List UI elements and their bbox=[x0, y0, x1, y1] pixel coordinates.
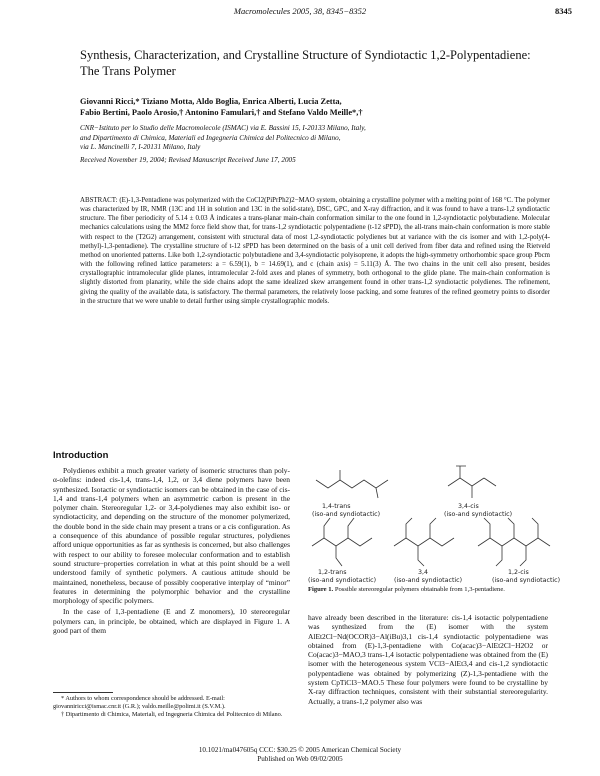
footnote-divider bbox=[53, 692, 113, 693]
figure-1-caption bbox=[308, 586, 568, 594]
abstract-text: (E)-1,3-Pentadiene was polymerized with the CoCl2(PiPrPh2)2−MAO system, obtaining a crystalline polymer with a melting point of 168 °C. The polymer was characterized by IR, NMR (13C and 1H in solution and 13C in the solid-state), DSC, GPC, and X-ray diffraction, and it was found to have a trans-1,2 syndiotactic structure. The fiber periodicity of 5.14 ± 0.03 Å indicates a trans-planar main-chain conformation similar to the one found in 1,2-syndiotactic polybutadiene. Molecular mechanics calculations using the MM2 force field show that, for trans-1,2 syndiotactic polypentadiene (t-12 sPPD), the all-trans main-chain conformation is more stable with respect to the (T2G2) arrangement, consistent with structural data of most 1,2-syndiotactic polydienes but at variance with the cis isomer and with 1,2-poly(4-methyl)-1,3-pentadiene). The crystalline structure of t-12 sPPD has been determined on the basis of a unit cell derived from fiber data and refined using the Rietveld method on unoriented patterns. Like both 1,2-syndiotactic polybutadiene and 3,4-syndiotactic polyisoprene, it adopts the high-symmetry orthorhombic space group Pbcm with the following refined lattice parameters: a = 6.59(1), b = 14.69(1), and c (chain axis) = 5.11(3) Å. The two chains in the unit cell also present, besides crystallographic intramolecular glide planes, intramolecular 2-fold axes and planes of symmetry, both orthogonal to the glide plane. The main-chain conformation is slightly distorted from planarity, while the side chains adopt the same idealized skew arrangement found in other trans-1,2 syndiotactic polydienes. The refinement, giving the quality of the available data, is satisfactory. The thermal parameters, the relatively loose packing, and some features of the refined geometry points to disorder in the structure that we were unable to detail further using simple crystallographic models. bbox=[80, 197, 550, 305]
right-column-text: have already been described in the literature: cis-1,4 isotactic polypentadiene was synthesized from the (E) isomer with the system AlEt2Cl−Nd(OCOR)3−Al(iBu)3,1 cis-1,4 syndiotactic polypentadiene was obtained from (E)-1,3-pentadiene with Co(acac)3−AlEt2Cl−H2O2 or Co(acac)3−MAO,3 trans-1,4 isotactic polypentadiene was obtained from the (E) isomer with the heterogeneous system VCl3−AlEt3,4 and cis-1,2 syndiotactic polypentadiene was obtained by polymerizing (Z)-1,3-pentadiene with the system CpTiCl3−MAO.5 These four polymers were found to be crystalline by X-ray diffraction techniques, consistent with their substantial stereoregularity. Actually, a trans-1,2 polymer also was bbox=[308, 613, 548, 706]
structure-12-cis bbox=[478, 538, 550, 546]
page-number: 8345 bbox=[555, 6, 572, 16]
figure-1-label: Figure 1. bbox=[308, 586, 334, 593]
label-12-trans: 1,2-trans bbox=[318, 569, 347, 576]
structure-14-trans bbox=[316, 480, 388, 488]
label-14-trans-sub: (iso-and syndiotactic) bbox=[312, 511, 381, 518]
figure-1-caption-text: Possible stereoregular polymers obtainable from 1,3-pentadiene. bbox=[334, 586, 505, 593]
intro-paragraph-1: Polydienes exhibit a much greater variety of isomeric structures than poly-α-olefins: indeed cis-1,4, trans-1,4, 1,2, or 3,4 diene polymers have been synthesized. Isotactic or syndiotactic isomers can be obtained in the case of cis-1,4 and trans-1,4 polymers when an asymmetric carbon is present in the polymer chain. Stereoregular 1,2- or 3,4-polydienes may also exhibit iso- or syndiotacticity, and depending on the structure of the monomer polymerized, the double bond in the side chain may present a trans or a cis configuration. As a consequence of this abundance of possible regular structures, polydienes afford unique opportunities as far as synthesis is concerned, but also challenges with respect to our ability to foresee molecular conformation and to establish sound structure−properties correlation in what at this point should be a well understood family of synthetic polymers. A cautious attitude should be maintained, nonetheless, because of possibly cooperative interplay of “minor” features in determining the polymorphic behavior and the crystalline morphology of specific polymers. bbox=[53, 466, 290, 606]
footnote-1: * Authors to whom correspondence should be addressed. E-mail: giovanniricci@ismac.cnr.it (G.R.); valdo.meille@polimi.it (S.V.M.). bbox=[53, 695, 226, 710]
structure-34-cis bbox=[448, 478, 484, 486]
affiliation-line-3: via L. Mancinelli 7, I-20131 Milano, Italy bbox=[80, 143, 201, 152]
article-title: Synthesis, Characterization, and Crystalline Structure of Syndiotactic 1,2-Polypentadiene: The Trans Polymer bbox=[80, 48, 531, 78]
affiliation-line-1: CNR−Istituto per lo Studio delle Macromolecole (ISMAC) via E. Bassini 15, I-20133 Milano, Italy, bbox=[80, 124, 366, 132]
affiliation bbox=[80, 124, 550, 153]
abstract-label: ABSTRACT: bbox=[80, 197, 118, 204]
authors-line-2: Fabio Bertini, Paolo Arosio,† Antonino Famulari,† and Stefano Valdo Meille*,† bbox=[80, 108, 363, 117]
structure-12-trans bbox=[312, 538, 372, 546]
label-12-cis-sub: (iso-and syndiotactic) bbox=[492, 577, 561, 584]
left-column bbox=[53, 466, 290, 635]
page-footer bbox=[0, 746, 600, 764]
abstract bbox=[80, 196, 550, 306]
label-14-trans: 1,4-trans bbox=[322, 503, 351, 510]
label-34: 3,4 bbox=[418, 569, 429, 576]
structure-34 bbox=[394, 538, 454, 546]
label-34-cis: 3,4-cis bbox=[458, 503, 479, 510]
published-line: Published on Web 09/02/2005 bbox=[257, 754, 343, 763]
intro-paragraph-2: In the case of 1,3-pentadiene (E and Z monomers), 10 stereoregular polymers can, in principle, be obtained, which are displayed in Figure 1. A good part of them bbox=[53, 607, 290, 636]
doi-line: 10.1021/ma047605q CCC: $30.25 © 2005 American Chemical Society bbox=[198, 746, 402, 754]
label-12-trans-sub: (iso-and syndiotactic) bbox=[308, 577, 377, 584]
authors-line-1: Giovanni Ricci,* Tiziano Motta, Aldo Boglia, Enrica Alberti, Lucia Zetta, bbox=[80, 97, 342, 106]
journal-header: Macromolecules 2005, 38, 8345−8352 bbox=[233, 6, 367, 16]
received-dates: Received November 19, 2004; Revised Manuscript Received June 17, 2005 bbox=[80, 156, 296, 164]
footnotes bbox=[53, 695, 290, 719]
footnote-2: † Dipartimento di Chimica, Materiali, ed Ingegneria Chimica del Politecnico di Milano. bbox=[61, 710, 283, 718]
affiliation-line-2: and Dipartimento di Chimica, Materiali ed Ingegneria Chimica del Politecnico di Milano, bbox=[80, 133, 341, 142]
label-34-sub: (iso-and syndiotactic) bbox=[394, 577, 463, 584]
introduction-heading: Introduction bbox=[53, 450, 109, 461]
authors bbox=[80, 96, 550, 118]
figure-1-structures bbox=[308, 458, 570, 584]
label-12-cis: 1,2-cis bbox=[508, 569, 529, 576]
label-34-cis-sub: (iso-and syndiotactic) bbox=[444, 511, 513, 518]
